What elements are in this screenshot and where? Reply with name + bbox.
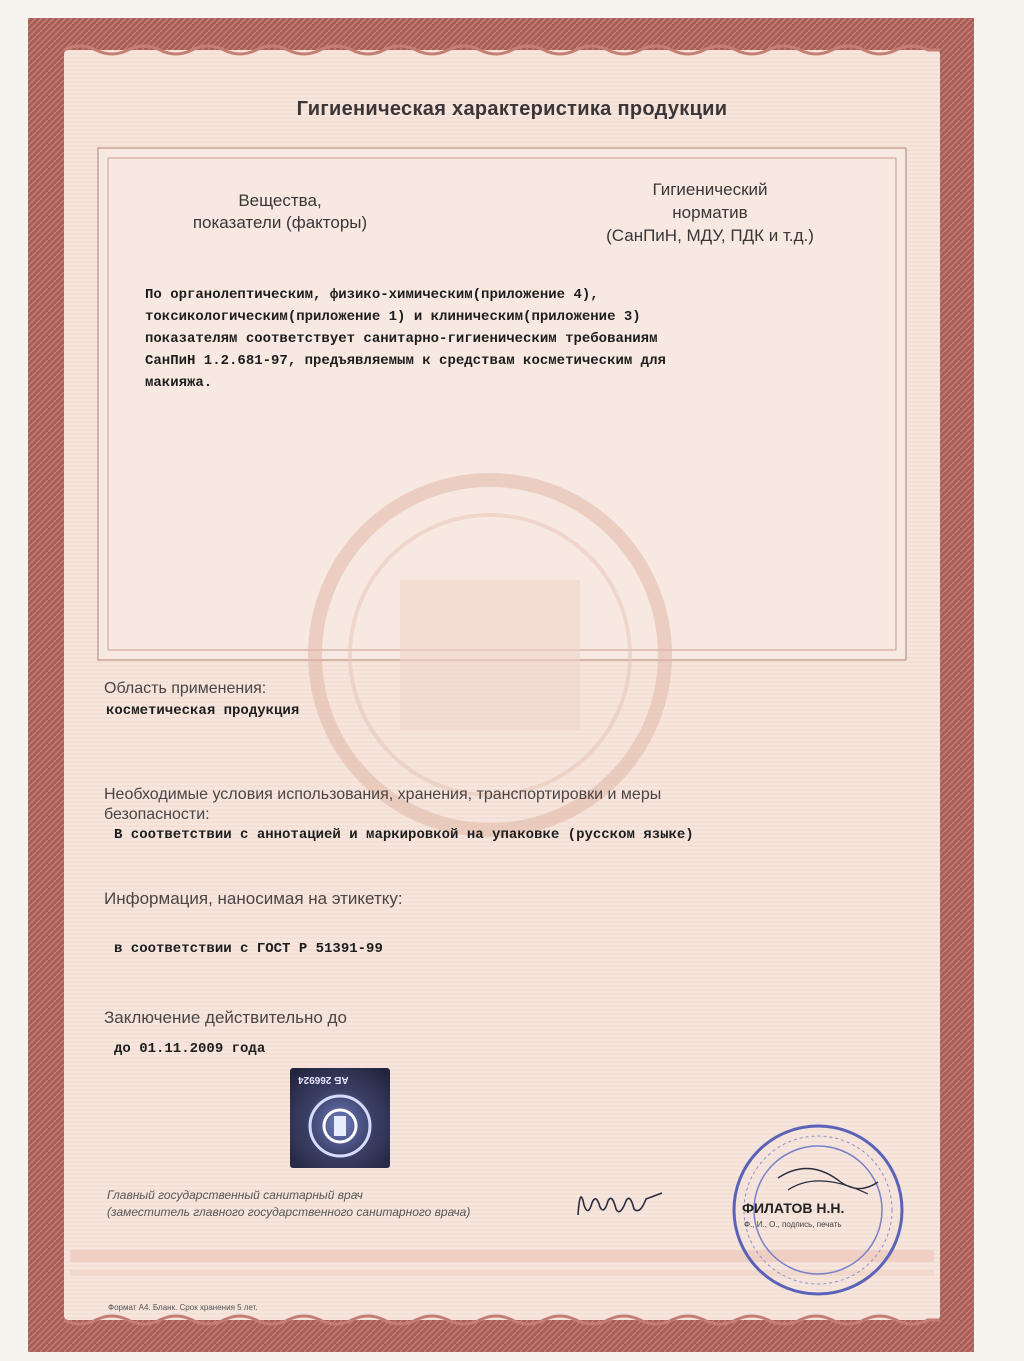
column-header-norm-line3: (СанПиН, МДУ, ПДК и т.д.) [606, 226, 814, 245]
conditions-label-line2: безопасности: [104, 806, 210, 823]
label-info-label: Информация, наносимая на этикетку: [104, 889, 403, 908]
hologram-code: АБ 266924 [298, 1074, 349, 1085]
label-info-value: в соответствии с ГОСТ Р 51391-99 [114, 941, 383, 957]
characteristics-text: По органолептическим, физико-химическим(приложение 4), токсикологическим(приложение 1) и клиническим(приложение 3) показателям соответствует санитарно-гигиеническим требованиям СанПиН 1.2.681-97, предъявляемым к средствам косметическим для макияжа. [145, 287, 666, 391]
signatory-name: ФИЛАТОВ Н.Н. [742, 1200, 845, 1216]
form-footer: Формат А4. Бланк. Срок хранения 5 лет. [108, 1303, 258, 1312]
column-header-substances-line2: показатели (факторы) [192, 213, 368, 232]
hologram-sticker-icon [290, 1068, 390, 1168]
signature-role-line2: (заместитель главного государственного санитарного врача) [107, 1205, 471, 1219]
column-header-norm [550, 178, 870, 247]
column-header-substances-line1: Вещества, [238, 191, 322, 210]
conditions-value: В соответствии с аннотацией и маркировкой на упаковке (русском языке) [114, 827, 694, 843]
signatory-caption: Ф., И., О., подпись, печать [744, 1220, 842, 1229]
validity-label: Заключение действительно до [104, 1008, 347, 1027]
handwritten-signature-icon [570, 1175, 670, 1225]
conditions-label-line1: Необходимые условия использования, хранения, транспортировки и меры [104, 786, 662, 803]
column-header-norm-line1: Гигиенический [652, 180, 768, 199]
scope-value: косметическая продукция [106, 703, 300, 719]
document-title: Гигиеническая характеристика продукции [296, 98, 728, 120]
scope-label: Область применения: [104, 680, 267, 697]
validity-value: до 01.11.2009 года [114, 1041, 266, 1057]
column-header-substances [150, 190, 410, 234]
signature-role-line1: Главный государственный санитарный врач [107, 1188, 363, 1202]
column-header-norm-line2: норматив [672, 203, 748, 222]
signature-role [107, 1187, 470, 1221]
